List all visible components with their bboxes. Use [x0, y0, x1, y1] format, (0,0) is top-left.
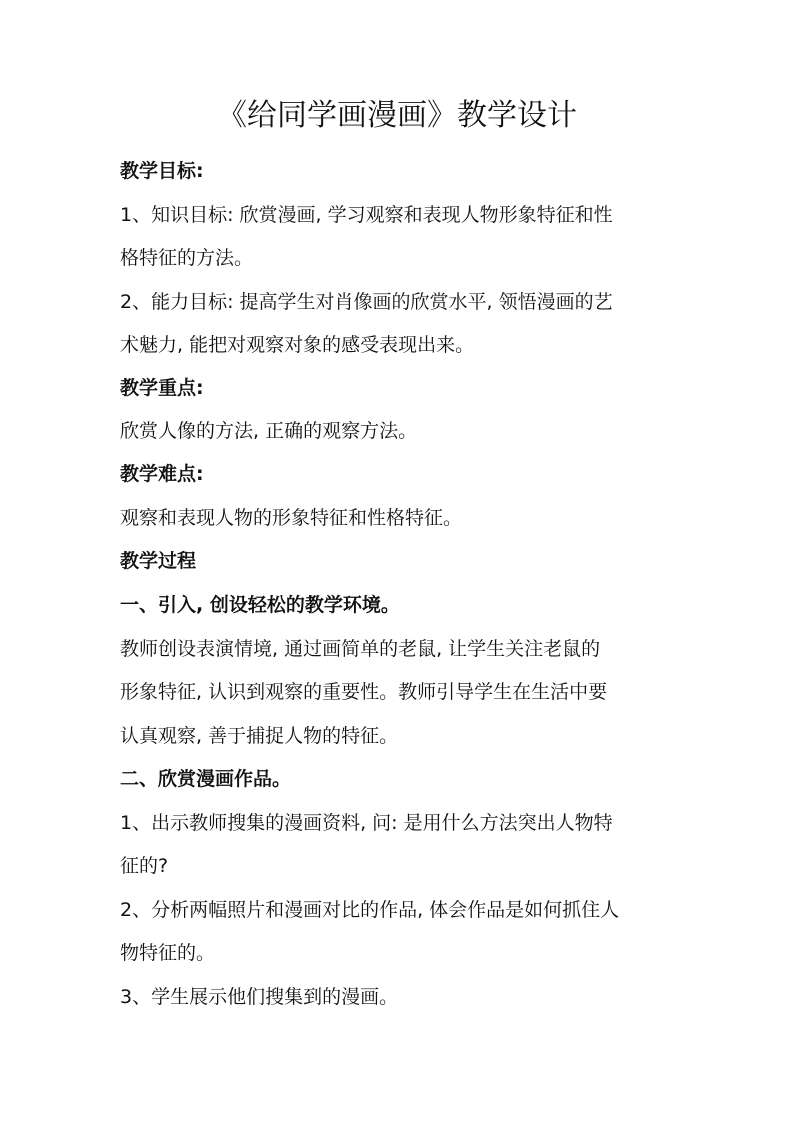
paragraph-line: 格特征的方法。: [120, 247, 254, 269]
paragraph-line: 欣赏人像的方法, 正确的观察方法。: [120, 420, 418, 442]
subsection-heading-appreciate: 二、欣赏漫画作品。: [120, 768, 292, 790]
section-heading-key-points: 教学重点:: [120, 377, 204, 399]
paragraph-line: 3、学生展示他们搜集到的漫画。: [120, 986, 399, 1008]
paragraph-line: 物特征的。: [120, 942, 216, 964]
paragraph-line: 2、能力目标: 提高学生对肖像画的欣赏水平, 领悟漫画的艺: [120, 291, 613, 313]
document-title: 《给同学画漫画》教学设计: [217, 98, 577, 133]
paragraph-line: 术魅力, 能把对观察对象的感受表现出来。: [120, 334, 475, 356]
paragraph-line: 观察和表现人物的形象特征和性格特征。: [120, 507, 463, 529]
paragraph-line: 2、分析两幅照片和漫画对比的作品, 体会作品是如何抓住人: [120, 899, 620, 921]
paragraph-line: 1、知识目标: 欣赏漫画, 学习观察和表现人物形象特征和性: [120, 204, 613, 226]
section-heading-process: 教学过程: [120, 550, 197, 572]
paragraph-line: 认真观察, 善于捕捉人物的特征。: [120, 725, 399, 747]
paragraph-line: 征的?: [120, 855, 169, 877]
section-heading-difficulties: 教学难点:: [120, 463, 204, 485]
subsection-heading-intro: 一、引入, 创设轻松的教学环境。: [120, 594, 400, 616]
section-heading-objectives: 教学目标:: [120, 160, 204, 182]
paragraph-line: 1、出示教师搜集的漫画资料, 问: 是用什么方法突出人物特: [120, 812, 613, 834]
paragraph-line: 教师创设表演情境, 通过画简单的老鼠, 让学生关注老鼠的: [120, 638, 601, 660]
paragraph-line: 形象特征, 认识到观察的重要性。教师引导学生在生活中要: [120, 681, 608, 703]
